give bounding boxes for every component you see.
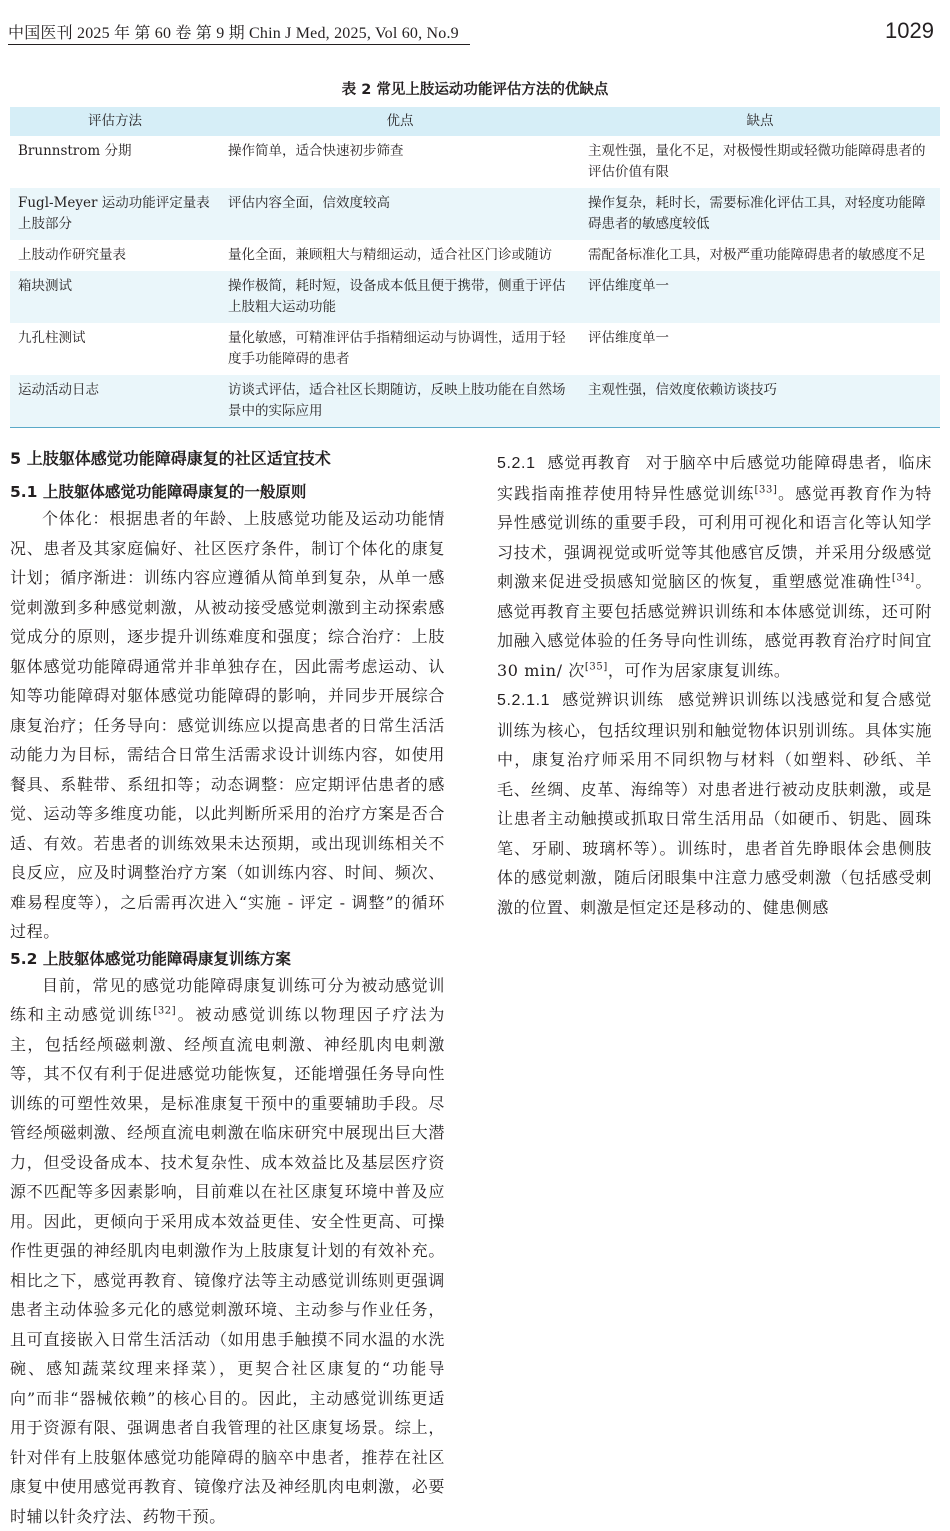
text-span: 。感觉再教育主要包括感觉辨识训练和本体感觉训练，还可附加融入感觉体验的任务导向性训练，感觉再教育治疗时间宜 30 min/ 次 (497, 572, 932, 680)
section-5-1-paragraph: 个体化：根据患者的年龄、上肢感觉功能及运动功能情况、患者及其家庭偏好、社区医疗条件，制订个体化的康复计划；循序渐进：训练内容应遵循从简单到复杂，从单一感觉刺激到多种感觉刺激，从被动接受感觉刺激到主动探索感觉成分的原则，逐步提升训练难度和强度；综合治疗：上肢躯体感觉功能障碍通常并非单独存在，因此需考虑运动、认知等功能障碍对躯体感觉功能障碍的影响，并同步开展综合康复治疗；任务导向：感觉训练应以提高患者的日常生活活动能力为目标，需结合日常生活需求设计训练内容，如使用餐具、系鞋带、系纽扣等；动态调整：应定期评估患者的感觉、运动等多维度功能，以此判断所采用的治疗方案是否合适、有效。若患者的训练效果未达预期，或出现训练相关不良反应，应及时调整治疗方案（如训练内容、时间、频次、难易程度等），之后需再次进入“实施 - 评定 - 调整”的循环过程。 (10, 504, 445, 947)
header-pros: 优点 (220, 111, 580, 132)
header-rule (8, 44, 470, 45)
header-cons: 缺点 (580, 111, 940, 132)
cell-cons: 评估维度单一 (580, 328, 940, 370)
cell-pros: 量化敏感，可精准评估手指精细运动与协调性，适用于轻度手功能障碍的患者 (220, 328, 580, 370)
table-row (10, 375, 940, 427)
text-span: 目前，常见的感觉功能障碍康复训练可分为被动感觉训练和主动感觉训练 (10, 976, 445, 1025)
cell-method: 九孔柱测试 (10, 328, 220, 370)
subsection-number: 5.2.1.1 (497, 692, 550, 709)
section-5-1-heading: 5.1 上肢躯体感觉功能障碍康复的一般原则 (10, 480, 445, 504)
subsection-title: 感觉辨识训练 (562, 690, 664, 709)
text-span: 。感觉再教育作为特异性感觉训练的重要手段，可利用可视化和语言化等认知学习技术，强调视觉或听觉等其他感官反馈，并采用分级感觉刺激来促进受损感知觉脑区的恢复，重塑感觉准确性 (497, 484, 932, 592)
cell-cons: 主观性强，量化不足，对极慢性期或轻微功能障碍患者的评估价值有限 (580, 141, 940, 183)
subsection-number: 5.2.1 (497, 455, 536, 472)
cell-method: Brunnstrom 分期 (10, 141, 220, 183)
section-5-2-heading: 5.2 上肢躯体感觉功能障碍康复训练方案 (10, 947, 445, 971)
cell-method: 上肢动作研究量表 (10, 245, 220, 266)
citation-ref: [33] (755, 484, 778, 495)
comparison-table (10, 107, 940, 428)
table-row (10, 323, 940, 375)
journal-citation: 中国医刊 2025 年 第 60 卷 第 9 期 Chin J Med, 2025, Vol 60, No.9 (8, 20, 459, 43)
text-span: 对于脑卒中后感觉功能障碍患者，临床实践指南推荐使用特异性感觉训练 (497, 453, 932, 503)
table-bottom-rule (10, 427, 940, 428)
section-5-2-1-1-paragraph (497, 685, 932, 922)
table-row (10, 240, 940, 271)
citation-ref: [34] (892, 573, 915, 584)
subsection-title: 感觉再教育 (547, 453, 631, 472)
right-column (497, 448, 932, 922)
table-row (10, 188, 940, 240)
text-span: 。被动感觉训练以物理因子疗法为主，包括经颅磁刺激、经颅直流电刺激、神经肌肉电刺激等，其不仅有利于促进感觉功能恢复，还能增强任务导向性训练的可塑性效果，是标准康复干预中的重要辅助手段。尽管经颅磁刺激、经颅直流电刺激在临床研究中展现出巨大潜力，但受设备成本、技术复杂性、成本效益比及基层医疗资源不匹配等多因素影响，目前难以在社区康复环境中普及应用。因此，更倾向于采用成本效益更佳、安全性更高、可操作性更强的神经肌肉电刺激作为上肢康复计划的有效补充。相比之下，感觉再教育、镜像疗法等主动感觉训练则更强调患者主动体验多元化的感觉刺激环境、主动参与作业任务，且可直接嵌入日常生活活动（如用患手触摸不同水温的水洗碗、感知蔬菜纹理来择菜），更契合社区康复的“功能导向”而非“器械依赖”的核心目的。因此，主动感觉训练更适用于资源有限、强调患者自我管理的社区康复场景。综上，针对伴有上肢躯体感觉功能障碍的脑卒中患者，推荐在社区康复中使用感觉再教育、镜像疗法及神经肌肉电刺激，必要时辅以针灸疗法、药物干预。 (10, 1005, 445, 1526)
section-5-2-1-paragraph (497, 448, 932, 685)
cell-pros: 操作简单，适合快速初步筛查 (220, 141, 580, 183)
section-5-heading: 5 上肢躯体感觉功能障碍康复的社区适宜技术 (10, 448, 445, 470)
cell-pros: 量化全面，兼顾粗大与精细运动，适合社区门诊或随访 (220, 245, 580, 266)
table-row (10, 136, 940, 188)
cell-cons: 需配备标准化工具，对极严重功能障碍患者的敏感度不足 (580, 245, 940, 266)
page-number: 1029 (885, 18, 934, 44)
section-5-2-paragraph (10, 971, 445, 1531)
citation-ref: [32] (153, 1006, 176, 1017)
cell-pros: 操作极简，耗时短，设备成本低且便于携带，侧重于评估上肢粗大运动功能 (220, 276, 580, 318)
cell-pros: 访谈式评估，适合社区长期随访，反映上肢功能在自然场景中的实际应用 (220, 380, 580, 422)
citation-ref: [35] (585, 661, 608, 672)
cell-pros: 评估内容全面，信效度较高 (220, 193, 580, 235)
cell-cons: 操作复杂，耗时长，需要标准化评估工具，对轻度功能障碍患者的敏感度较低 (580, 193, 940, 235)
table-header-row (10, 107, 940, 136)
table-title: 表 2 常见上肢运动功能评估方法的优缺点 (0, 78, 950, 99)
table-row (10, 271, 940, 323)
cell-method: 箱块测试 (10, 276, 220, 318)
cell-method: Fugl-Meyer 运动功能评定量表上肢部分 (10, 193, 220, 235)
page-header (8, 12, 934, 46)
cell-method: 运动活动日志 (10, 380, 220, 422)
cell-cons: 主观性强，信效度依赖访谈技巧 (580, 380, 940, 422)
left-column (10, 448, 445, 1531)
text-span: ，可作为居家康复训练。 (608, 661, 791, 680)
text-span: 感觉辨识训练以浅感觉和复合感觉训练为核心，包括纹理识别和触觉物体识别训练。具体实施中，康复治疗师采用不同织物与材料（如塑料、砂纸、羊毛、丝绸、皮革、海绵等）对患者进行被动皮肤刺激，或是让患者主动触摸或抓取日常生活用品（如硬币、钥匙、圆珠笔、牙刷、玻璃杯等）。训练时，患者首先睁眼体会患侧肢体的感觉刺激，随后闭眼集中注意力感受刺激（包括感受刺激的位置、刺激是恒定还是移动的、健患侧感 (497, 690, 932, 917)
cell-cons: 评估维度单一 (580, 276, 940, 318)
header-method: 评估方法 (10, 111, 220, 132)
